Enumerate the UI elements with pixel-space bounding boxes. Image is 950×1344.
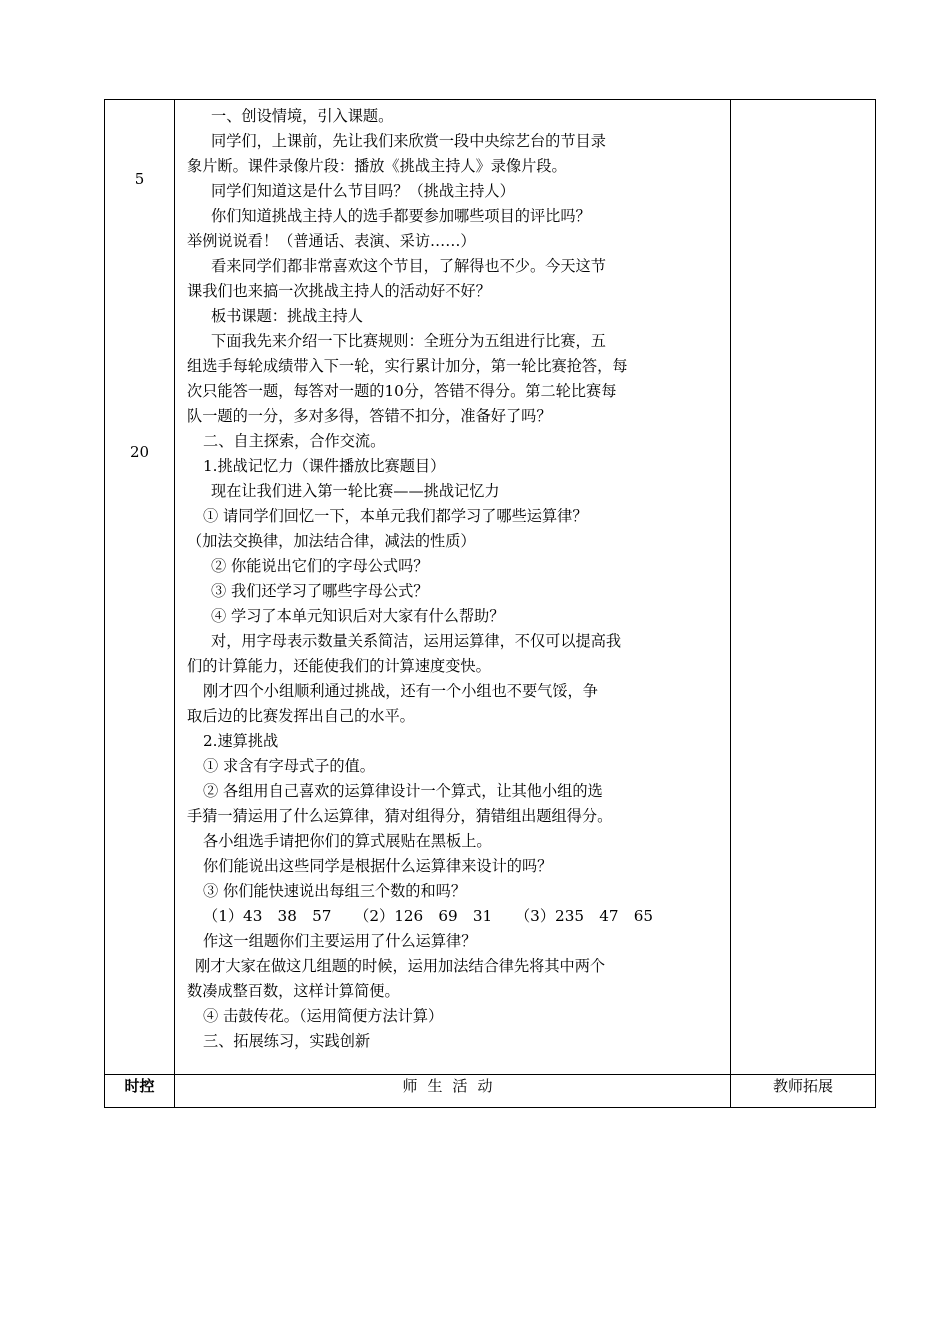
text-line: 刚才四个小组顺利通过挑战，还有一个小组也不要气馁，争 — [203, 682, 598, 700]
text-line: 举例说说看！（普通话、表演、采访……） — [187, 232, 476, 250]
text-line: ④ 学习了本单元知识后对大家有什么帮助？ — [211, 607, 505, 625]
time-value: 20 — [129, 443, 150, 461]
text-line: 作这一组题你们主要运用了什么运算律？ — [203, 932, 477, 950]
text-line: 二、自主探索，合作交流。 — [203, 432, 386, 450]
text-line: 你们知道挑战主持人的选手都要参加哪些项目的评比吗？ — [211, 207, 591, 225]
text-line: 三、拓展练习，实践创新 — [203, 1032, 371, 1050]
time-value: 5 — [134, 170, 145, 188]
extension-header: 教师拓展 — [731, 1075, 876, 1108]
text-line: 对，用字母表示数量关系简洁，运用运算律，不仅可以提高我 — [211, 632, 622, 650]
text-line: 下面我先来介绍一下比赛规则：全班分为五组进行比赛，五 — [211, 332, 606, 350]
text-line: ④ 击鼓传花。（运用简便方法计算） — [203, 1007, 444, 1025]
text-line: 看来同学们都非常喜欢这个节目，了解得也不少。今天这节 — [211, 257, 606, 275]
text-line: 同学们知道这是什么节目吗？（挑战主持人） — [211, 182, 515, 200]
time-control-header: 时控 — [105, 1075, 175, 1108]
text-line: ① 求含有字母式子的值。 — [203, 757, 375, 775]
header-row — [105, 1075, 876, 1108]
text-line: 手猜一猜运用了什么运算律，猜对组得分，猜错组出题组得分。 — [187, 807, 613, 825]
time-column — [105, 100, 175, 1075]
text-line: 刚才大家在做这几组题的时候，运用加法结合律先将其中两个 — [195, 957, 606, 975]
text-line: ① 请同学们回忆一下，本单元我们都学习了哪些运算律？ — [203, 507, 588, 525]
text-line: 现在让我们进入第一轮比赛——挑战记忆力 — [211, 482, 500, 500]
text-line: ③ 你们能快速说出每组三个数的和吗？ — [203, 882, 467, 900]
text-line: （1）43 38 57 （2）126 69 31 （3）235 47 65 — [203, 907, 654, 925]
text-line: 数凑成整百数，这样计算简便。 — [187, 982, 400, 1000]
content-row — [105, 100, 876, 1075]
lesson-plan-table — [104, 99, 876, 1108]
text-line: 取后边的比赛发挥出自己的水平。 — [187, 707, 415, 725]
text-line: 你们能说出这些同学是根据什么运算律来设计的吗？ — [203, 857, 553, 875]
text-line: 队一题的一分，多对多得，答错不扣分，准备好了吗？ — [187, 407, 552, 425]
text-line: 象片断。课件录像片段：播放《挑战主持人》录像片段。 — [187, 157, 567, 175]
text-line: 次只能答一题，每答对一题的10分，答错不得分。第二轮比赛每 — [187, 382, 617, 400]
activity-text — [175, 100, 730, 1074]
extension-column — [731, 100, 876, 1075]
text-line: 们的计算能力，还能使我们的计算速度变快。 — [187, 657, 491, 675]
text-line: ③ 我们还学习了哪些字母公式？ — [211, 582, 429, 600]
text-line: ② 各组用自己喜欢的运算律设计一个算式，让其他小组的选 — [203, 782, 603, 800]
text-line: 各小组选手请把你们的算式展贴在黑板上。 — [203, 832, 492, 850]
text-line: 同学们，上课前，先让我们来欣赏一段中央综艺台的节目录 — [211, 132, 606, 150]
activity-header: 师生活动 — [175, 1075, 731, 1108]
text-line: 组选手每轮成绩带入下一轮，实行累计加分，第一轮比赛抢答，每 — [187, 357, 628, 375]
text-line: ② 你能说出它们的字母公式吗？ — [211, 557, 429, 575]
text-line: 板书课题：挑战主持人 — [211, 307, 363, 325]
text-line: 课我们也来搞一次挑战主持人的活动好不好？ — [187, 282, 491, 300]
text-line: （加法交换律，加法结合律，减法的性质） — [187, 532, 476, 550]
text-line: 2.速算挑战 — [203, 732, 279, 750]
text-line: 一、创设情境，引入课题。 — [211, 107, 394, 125]
activity-column — [175, 100, 731, 1075]
text-line: 1.挑战记忆力（课件播放比赛题目） — [203, 457, 446, 475]
